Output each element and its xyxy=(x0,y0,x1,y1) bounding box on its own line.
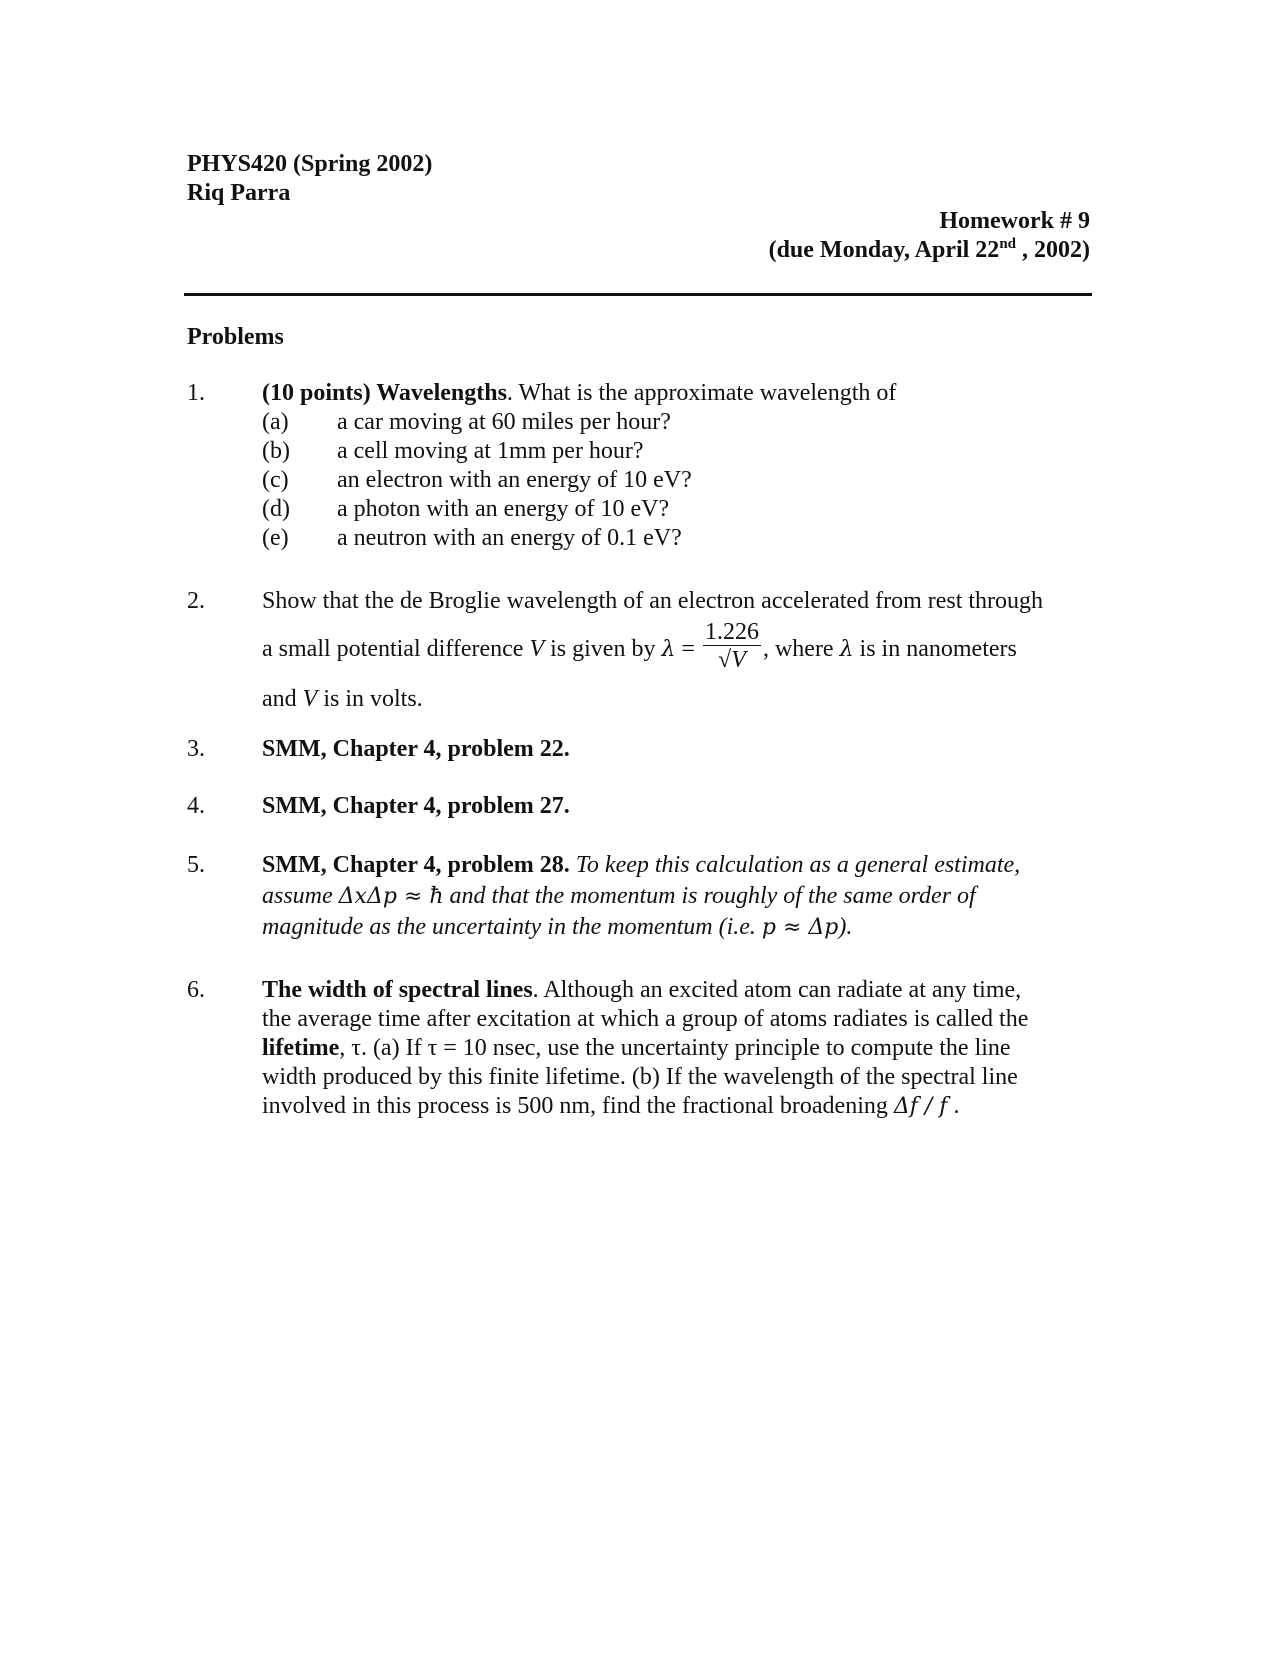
subitem-a: (a) a car moving at 60 miles per hour? xyxy=(262,409,671,435)
problem-6-line-1: The width of spectral lines. Although an excited atom can radiate at any time, xyxy=(262,977,1022,1003)
problem-number: 4. xyxy=(187,793,205,819)
course-title: PHYS420 (Spring 2002) xyxy=(187,151,433,177)
problem-5 xyxy=(187,850,1092,943)
problem-1 xyxy=(187,379,1092,553)
subitem-d: (d) a photon with an energy of 10 eV? xyxy=(262,496,670,522)
problem-number: 3. xyxy=(187,736,205,762)
problem-body: SMM, Chapter 4, problem 22. xyxy=(262,736,570,762)
problem-2-line-1: Show that the de Broglie wavelength of an electron accelerated from rest through xyxy=(262,588,1044,614)
subitem-e: (e) a neutron with an energy of 0.1 eV? xyxy=(262,525,682,551)
author-name: Riq Parra xyxy=(187,180,291,206)
subitem-c: (c) an electron with an energy of 10 eV? xyxy=(262,467,692,493)
uncertainty-relation: ΔxΔp ≈ ħ xyxy=(338,884,444,909)
problem-body xyxy=(262,379,1092,553)
problem-6-line-4: width produced by this finite lifetime. (b) If the wavelength of the spectral line xyxy=(262,1064,1018,1090)
problem-2 xyxy=(187,587,1092,714)
problem-2-line-2: a small potential difference V is given by λ = $\frac{1.226}{√V}$ , where λ is in nanometers xyxy=(262,618,1017,673)
problem-number: 2. xyxy=(187,588,205,614)
lambda-symbol: λ xyxy=(839,637,854,662)
problem-6-line-3: lifetime, τ. (a) If τ = 10 nsec, use the uncertainty principle to compute the line xyxy=(262,1035,1011,1061)
problem-4 xyxy=(187,792,1092,821)
subitem-b: (b) a cell moving at 1mm per hour? xyxy=(262,438,644,464)
homework-title: Homework # 9 xyxy=(939,208,1090,234)
problem-1-prompt: (10 points) Wavelengths. What is the approximate wavelength of xyxy=(262,380,897,406)
fractional-broadening: Δf / f xyxy=(893,1094,948,1119)
problem-3 xyxy=(187,735,1092,764)
momentum-approximation: p ≈ Δp xyxy=(761,915,839,940)
problem-number: 1. xyxy=(187,380,205,406)
section-title: Problems xyxy=(187,324,284,350)
problem-body xyxy=(262,976,1092,1121)
assignment-header xyxy=(769,207,1090,265)
problem-2-line-3: and V is in volts. xyxy=(262,686,423,712)
problem-6 xyxy=(187,976,1092,1121)
problem-body xyxy=(262,850,1092,943)
problem-5-line-1: SMM, Chapter 4, problem 28. To keep this calculation as a general estimate, xyxy=(262,852,1021,878)
problem-6-line-5: involved in this process is 500 nm, find the fractional broadening Δf / f . xyxy=(262,1093,960,1119)
problem-5-line-2: assume ΔxΔp ≈ ħ and that the momentum is roughly of the same order of xyxy=(262,883,976,909)
problem-number: 5. xyxy=(187,852,205,878)
fraction-denominator: √V xyxy=(718,646,746,673)
problem-number: 6. xyxy=(187,977,205,1003)
lambda-symbol: λ xyxy=(661,637,676,662)
problem-body xyxy=(262,587,1092,714)
problem-6-line-2: the average time after excitation at which a group of atoms radiates is called the xyxy=(262,1006,1029,1032)
problem-5-line-3: magnitude as the uncertainty in the momentum (i.e. p ≈ Δp). xyxy=(262,914,853,940)
due-date: (due Monday, April 22nd , 2002) xyxy=(768,236,1090,263)
problem-body: SMM, Chapter 4, problem 27. xyxy=(262,793,570,819)
course-header xyxy=(187,150,432,208)
fraction-numerator: 1.226 xyxy=(704,618,759,645)
header-divider xyxy=(184,293,1092,296)
wavelength-fraction xyxy=(703,619,761,674)
